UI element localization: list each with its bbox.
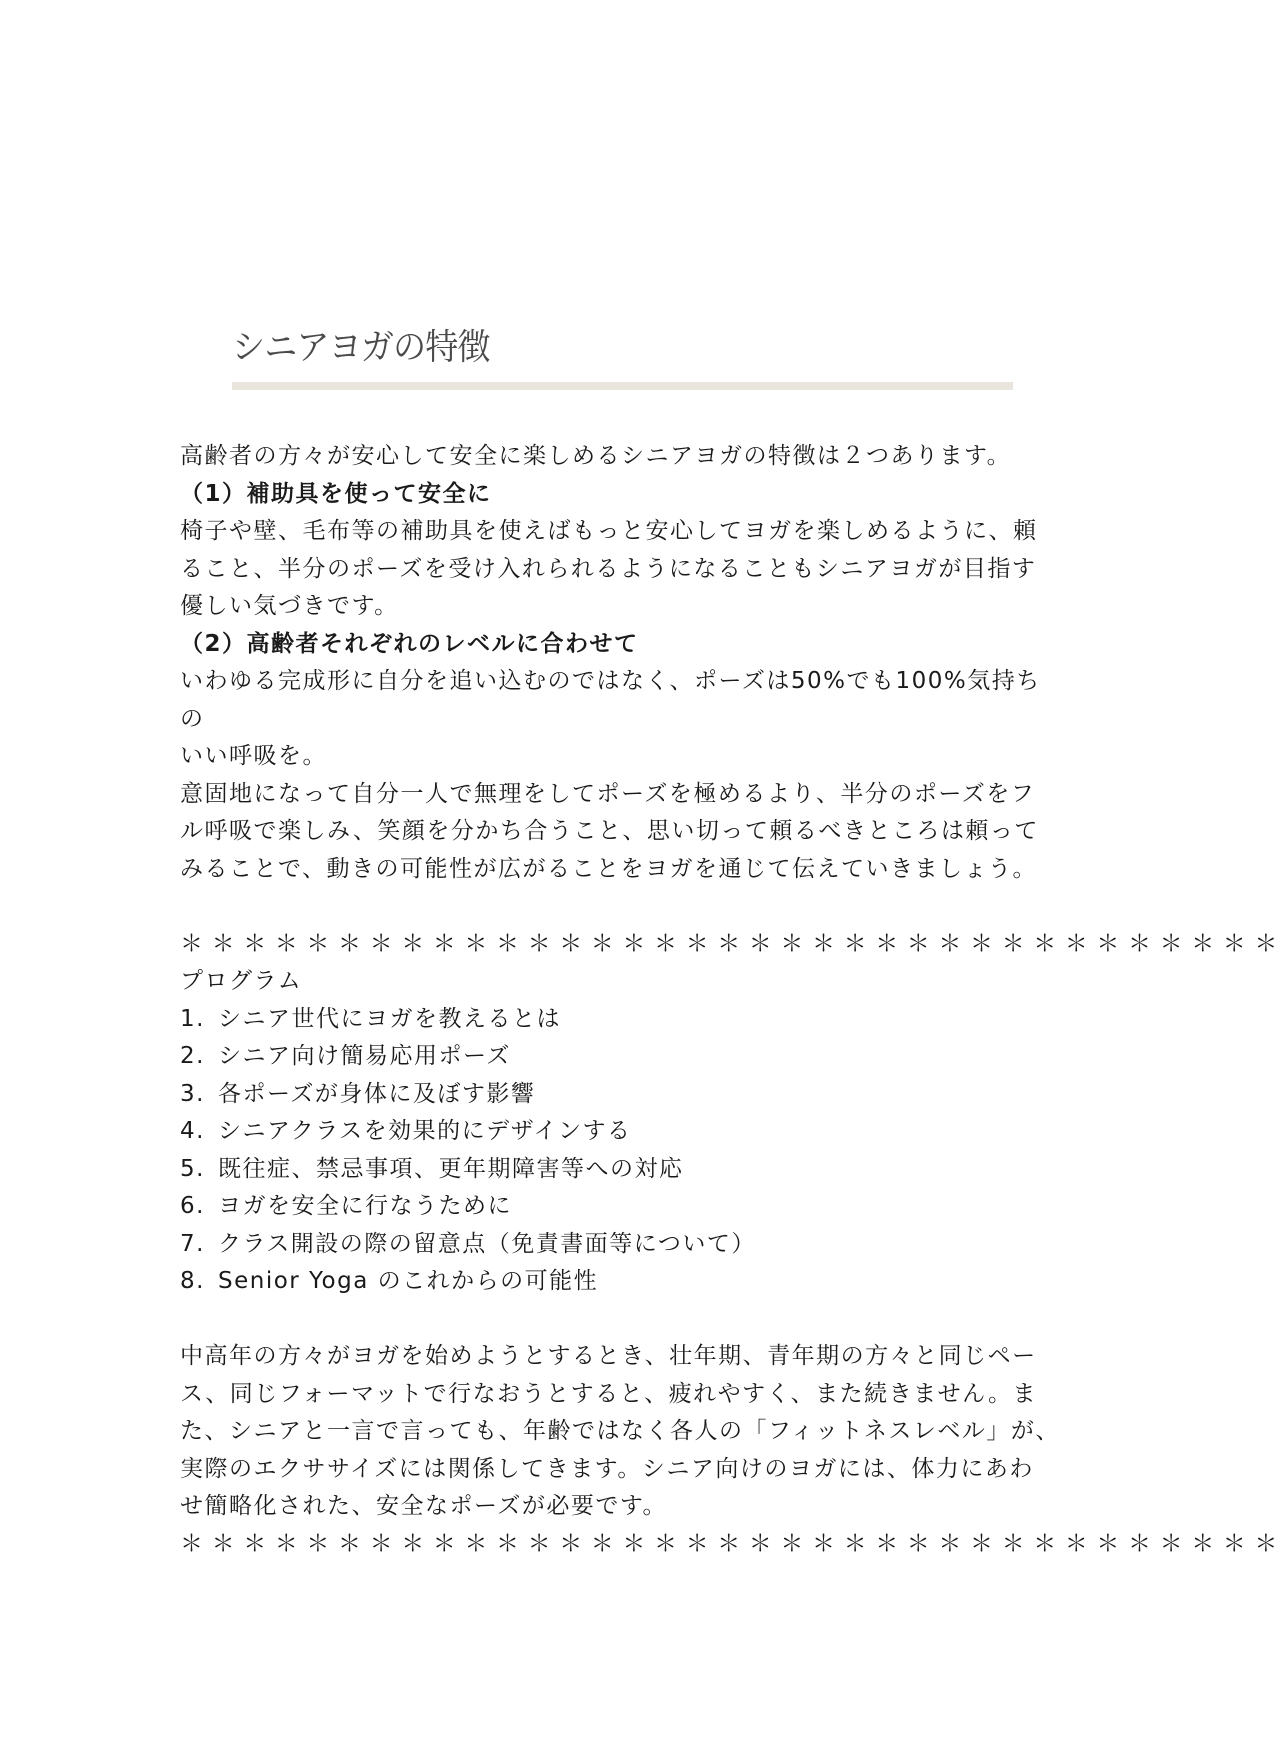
blank-line xyxy=(180,888,1060,926)
program-item xyxy=(180,1263,1060,1301)
star-divider-bottom: ＊＊＊＊＊＊＊＊＊＊＊＊＊＊＊＊＊＊＊＊＊＊＊＊＊＊＊＊＊＊＊＊＊＊＊ xyxy=(180,1530,1286,1557)
closing-line: せ簡略化された、安全なポーズが必要です。 xyxy=(180,1493,668,1519)
closing-line: ス、同じフォーマットで行なおうとすると、疲れやすく、また続きません。ま xyxy=(180,1380,1038,1407)
program-item-number: 8. xyxy=(180,1268,205,1294)
program-item xyxy=(180,1188,1060,1226)
program-item xyxy=(180,1038,1060,1076)
program-item-text: クラス開設の際の留意点（免責書面等について） xyxy=(218,1230,756,1257)
intro-paragraph: 高齢者の方々が安心して安全に楽しめるシニアヨガの特徴は２つあります。 xyxy=(180,443,1012,469)
program-item-text: ヨガを安全に行なうために xyxy=(218,1193,512,1219)
program-item-number: 3. xyxy=(180,1080,205,1107)
program-item-text: シニアクラスを効果的にデザインする xyxy=(218,1118,632,1144)
section-1-heading: （1）補助具を使って安全に xyxy=(180,480,492,507)
document-body xyxy=(180,438,1286,1563)
closing-line: た、シニアと一言で言っても、年齢ではなく各人の「フィットネスレベル」が、 xyxy=(180,1418,1060,1444)
program-item-text: 各ポーズが身体に及ぼす影響 xyxy=(218,1080,536,1107)
program-item xyxy=(180,1001,1060,1039)
program-item-number: 6. xyxy=(180,1193,205,1219)
program-item xyxy=(180,1113,1060,1151)
section-2-heading: （2）高齢者それぞれのレベルに合わせて xyxy=(180,630,639,657)
blank-line xyxy=(180,1301,1060,1339)
page-title: シニアヨガの特徴 xyxy=(232,327,490,368)
program-item-text: シニア世代にヨガを教えるとは xyxy=(218,1005,561,1032)
program-list xyxy=(180,1001,1060,1301)
section-1-line: ること、半分のポーズを受け入れられるようになることもシニアヨガが目指す xyxy=(180,555,1037,582)
program-item-number: 7. xyxy=(180,1230,205,1257)
program-item xyxy=(180,1226,1060,1264)
section-1-line: 優しい気づきです。 xyxy=(180,593,399,619)
program-item xyxy=(180,1151,1060,1189)
section-2-line: 意固地になって自分一人で無理をしてポーズを極めるより、半分のポーズをフ xyxy=(180,780,1036,807)
program-label: プログラム xyxy=(180,968,303,994)
section-2-line: いい呼吸を。 xyxy=(180,743,327,769)
program-item-text: シニア向け簡易応用ポーズ xyxy=(218,1043,511,1069)
section-2-line: いわゆる完成形に自分を追い込むのではなく、ポーズは50%でも100%気持ちの xyxy=(180,668,1041,732)
program-item-text: 既往症、禁忌事項、更年期障害等への対応 xyxy=(218,1155,684,1182)
closing-line: 中高年の方々がヨガを始めようとするとき、壮年期、青年期の方々と同じペー xyxy=(180,1343,1037,1369)
program-item-number: 5. xyxy=(180,1155,205,1182)
section-2-line: ル呼吸で楽しみ、笑顔を分かち合うこと、思い切って頼るべきところは頼って xyxy=(180,818,1039,844)
title-underline xyxy=(232,382,1013,390)
title-block xyxy=(232,326,1013,390)
program-item xyxy=(180,1076,1060,1114)
section-1-line: 椅子や壁、毛布等の補助具を使えばもっと安心してヨガを楽しめるように、頼 xyxy=(180,518,1038,544)
program-item-text: Senior Yoga のこれからの可能性 xyxy=(218,1268,599,1294)
section-2-line: みることで、動きの可能性が広がることをヨガを通じて伝えていきましょう。 xyxy=(180,855,1038,882)
program-item-number: 4. xyxy=(180,1118,205,1144)
program-item-number: 2. xyxy=(180,1043,205,1069)
closing-line: 実際のエクササイズには関係してきます。シニア向けのヨガには、体力にあわ xyxy=(180,1455,1034,1482)
star-divider-top: ＊＊＊＊＊＊＊＊＊＊＊＊＊＊＊＊＊＊＊＊＊＊＊＊＊＊＊＊＊＊＊＊＊＊＊ xyxy=(180,930,1286,957)
program-item-number: 1. xyxy=(180,1005,205,1032)
